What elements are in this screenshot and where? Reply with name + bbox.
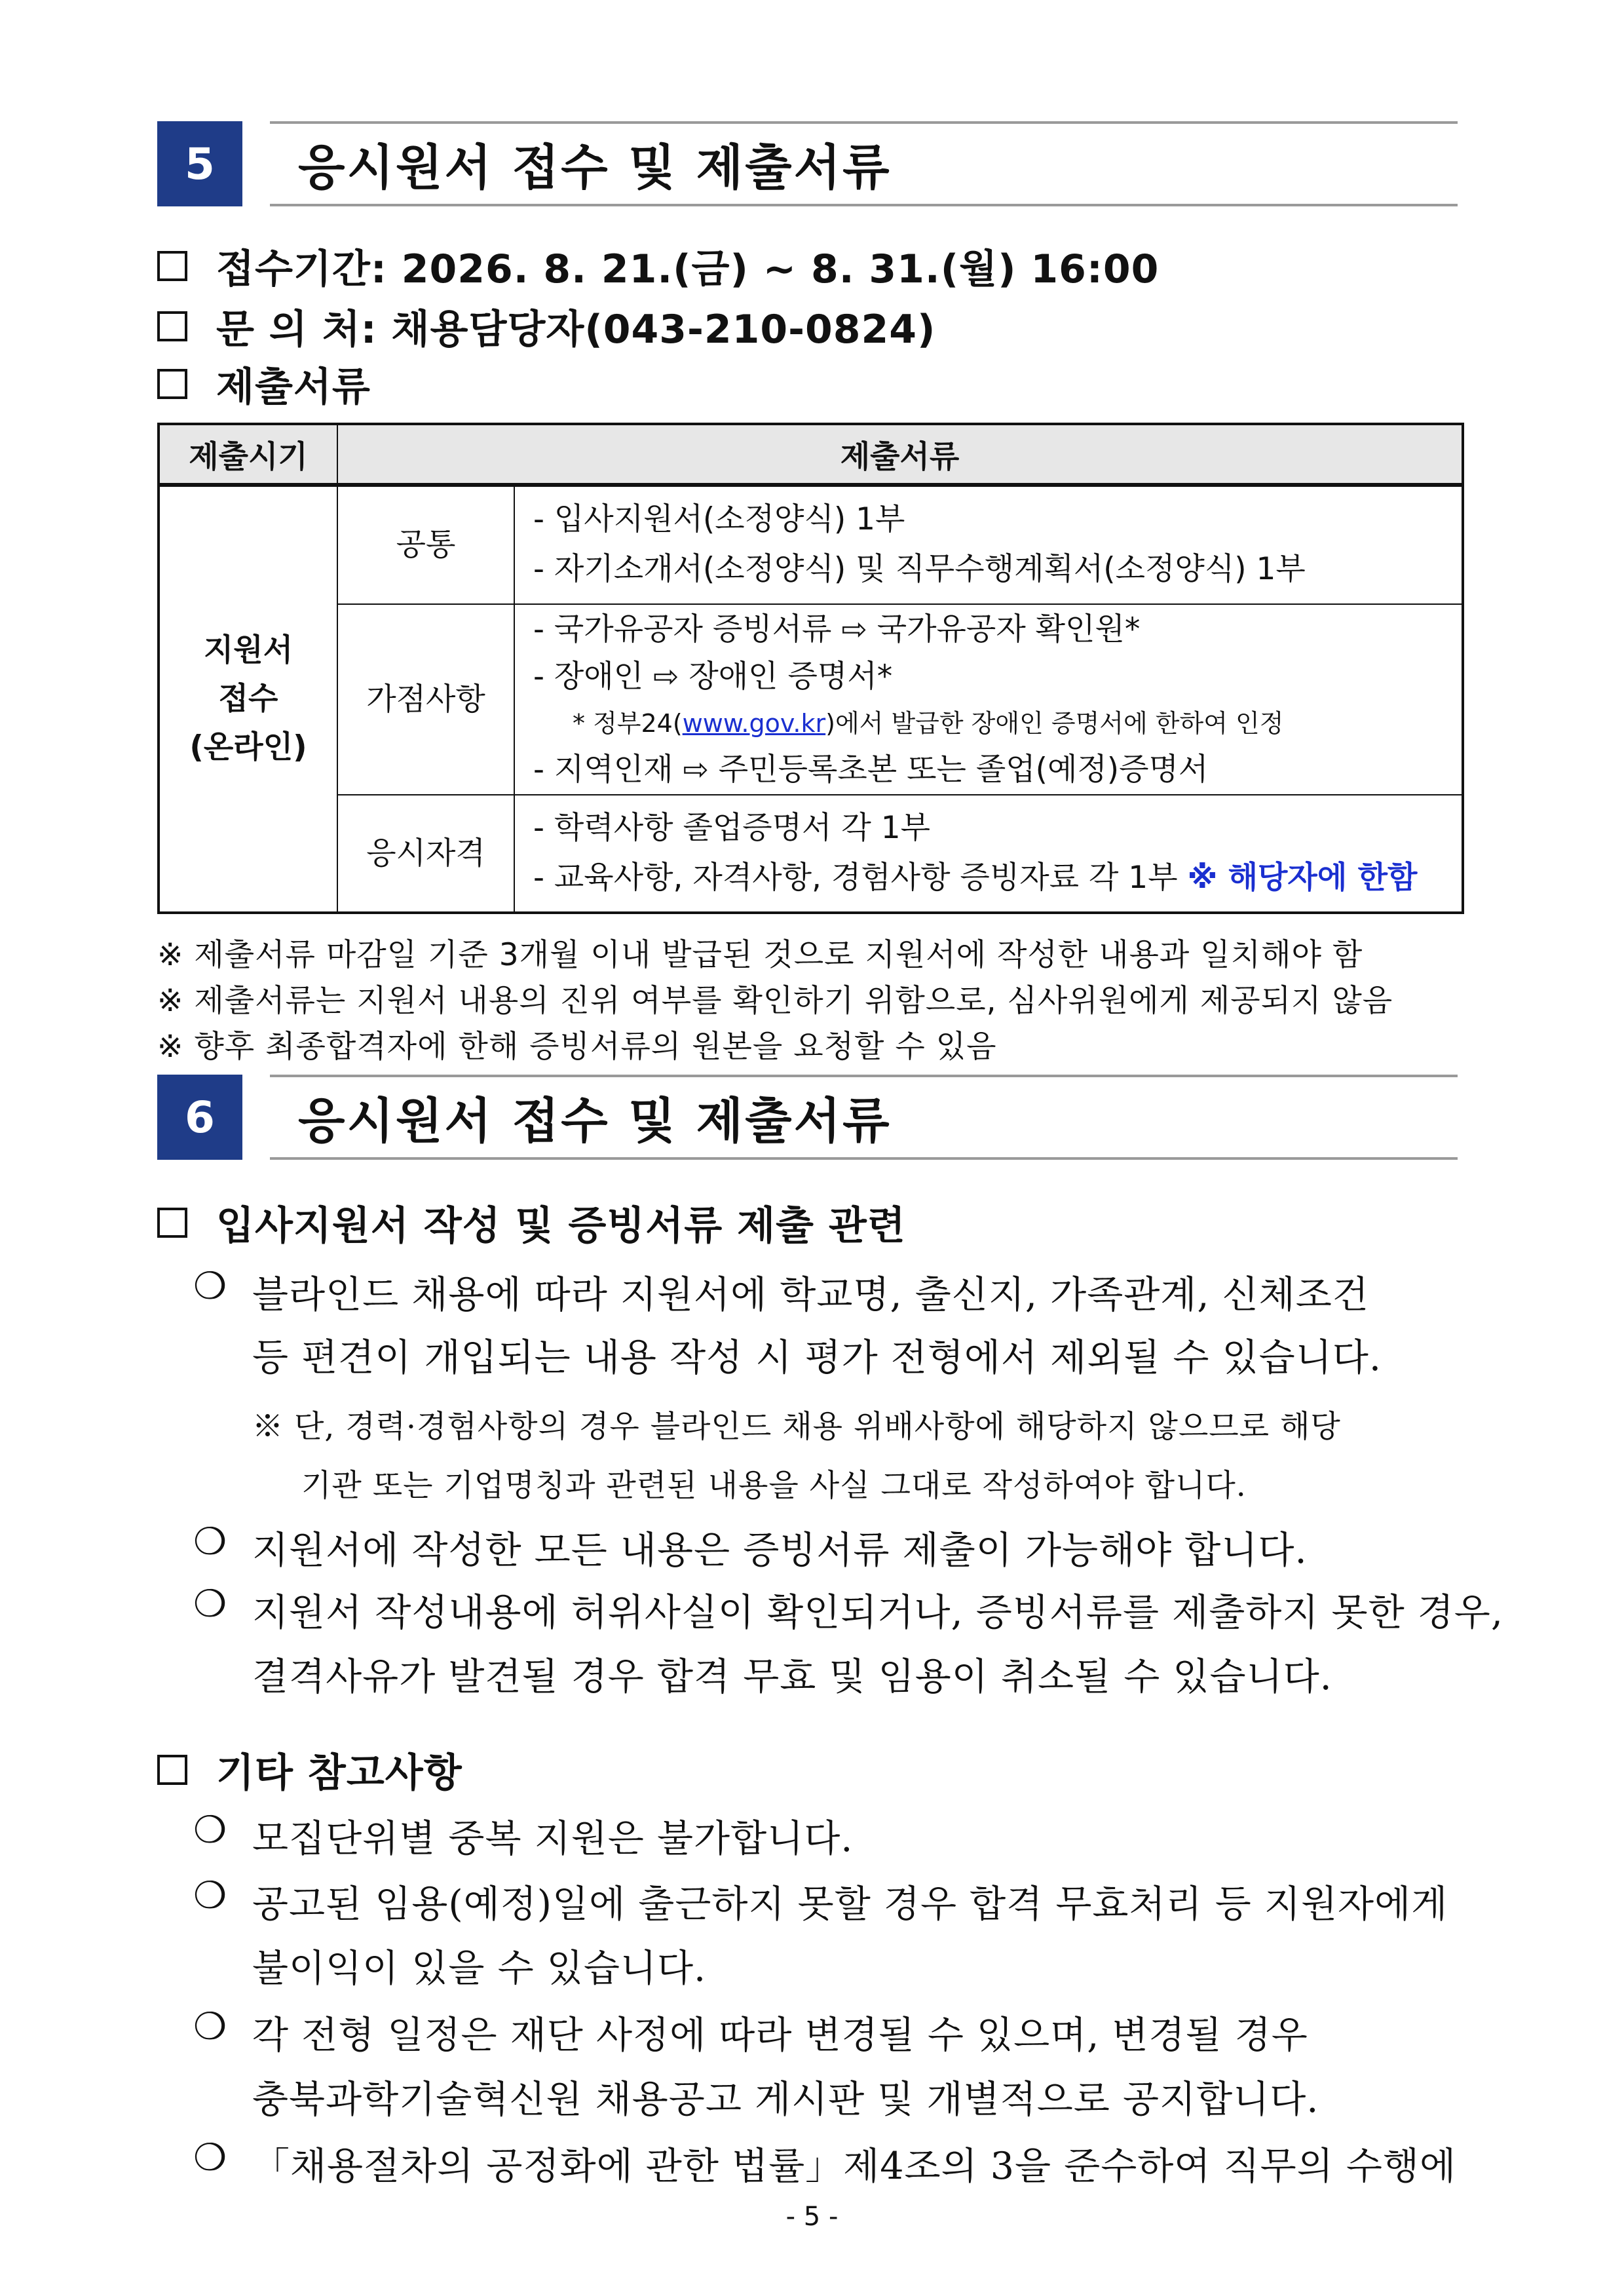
header-period: 제출시기	[189, 438, 308, 475]
qualification-doc-list	[533, 803, 1455, 903]
gov-link[interactable]: www.gov.kr	[682, 709, 826, 738]
bullet-paragraph: ❍ 각 전형 일정은 재단 사정에 따라 변경될 수 있으며, 변경될 경우 충북과학기술혁신원 채용공고 게시판 및 개별적으로 공지합니다.	[193, 2005, 1319, 2121]
application-period: 접수기간: 2026. 8. 21.(금) ~ 8. 31.(월) 16:00	[157, 239, 1159, 293]
subsection-heading: 기타 참고사항	[157, 1743, 463, 1797]
section-number: 6	[157, 1075, 242, 1160]
checkbox-icon	[157, 251, 187, 281]
section-title: 응시원서 접수 및 제출서류	[298, 140, 892, 196]
bullet-paragraph: ❍ 지원서 작성내용에 허위사실이 확인되거나, 증빙서류를 제출하지 못한 경우, 결격사유가 발견될 경우 합격 무효 및 임용이 취소될 수 있습니다.	[193, 1582, 1503, 1698]
subsection-heading: 입사지원서 작성 및 증빙서류 제출 관련	[157, 1196, 906, 1250]
table-header	[160, 425, 1462, 487]
contact-info: 문 의 처: 채용담당자(043-210-0824)	[157, 299, 935, 353]
bullet-paragraph: ❍ 지원서에 작성한 모든 내용은 증빙서류 제출이 가능해야 합니다.	[193, 1520, 1308, 1572]
note-line: ※ 제출서류는 지원서 내용의 진위 여부를 확인하기 위함으로, 심사위원에게 제공되지 않음	[157, 983, 1393, 1019]
category-qualification: 응시자격	[366, 835, 485, 871]
bullet-circle-icon: ❍	[193, 1808, 227, 1852]
bullet-paragraph: ❍ 블라인드 채용에 따라 지원서에 학교명, 출신지, 가족관계, 신체조건 등 편견이 개입되는 내용 작성 시 평가 전형에서 제외될 수 있습니다.	[193, 1265, 1382, 1379]
documents-table	[157, 423, 1464, 914]
bonus-doc-list	[533, 606, 1455, 794]
bullet-circle-icon: ❍	[193, 1520, 227, 1563]
sub-note: ※ 단, 경력·경험사항의 경우 블라인드 채용 위배사항에 해당하지 않으므로 해당	[252, 1409, 1341, 1445]
note-line: ※ 제출서류 마감일 기준 3개월 이내 발급된 것으로 지원서에 작성한 내용과 일치해야 함	[157, 937, 1363, 973]
category-common: 공통	[396, 527, 456, 563]
bullet-paragraph: ❍ 공고된 임용(예정)일에 출근하지 못할 경우 합격 무효처리 등 지원자에게 불이익이 있을 수 있습니다.	[193, 1874, 1448, 1990]
note-line: ※ 향후 최종합격자에 한해 증빙서류의 원본을 요청할 수 있음	[157, 1029, 997, 1065]
common-doc-list	[533, 495, 1455, 594]
section-title: 응시원서 접수 및 제출서류	[298, 1093, 892, 1149]
category-bonus: 가점사항	[366, 681, 485, 718]
section-number: 5	[157, 121, 242, 206]
list-item: - 입사지원서(소정양식) 1부	[533, 501, 905, 537]
page-number: - 5 -	[785, 2202, 839, 2232]
section-6-header	[157, 1075, 1458, 1160]
checkbox-icon	[157, 1208, 187, 1238]
sub-note: 기관 또는 기업명칭과 관련된 내용을 사실 그대로 작성하여야 합니다.	[301, 1468, 1247, 1504]
list-item: - 지역인재 ⇨ 주민등록초본 또는 졸업(예정)증명서	[533, 752, 1209, 788]
bullet-circle-icon: ❍	[193, 2005, 227, 2048]
list-item: - 학력사항 졸업증명서 각 1부	[533, 810, 931, 846]
section-5-header	[157, 121, 1458, 206]
header-rule-bottom	[270, 204, 1458, 206]
period-cell: 지원서 접수 (온라인)	[189, 632, 307, 765]
bullet-circle-icon: ❍	[193, 1582, 227, 1626]
checkbox-icon	[157, 369, 187, 399]
list-item: - 국가유공자 증빙서류 ⇨ 국가유공자 확인원*	[533, 611, 1141, 647]
bullet-circle-icon: ❍	[193, 1874, 227, 1917]
list-item: - 자기소개서(소정양식) 및 직무수행계획서(소정양식) 1부	[533, 551, 1306, 587]
list-note: * 정부24(www.gov.kr)에서 발급한 장애인 증명서에 한하여 인정	[573, 709, 1284, 738]
bullet-circle-icon: ❍	[193, 2136, 227, 2179]
highlight-note: ※ 해당자에 한함	[1187, 860, 1418, 896]
checkbox-icon	[157, 311, 187, 341]
checkbox-icon	[157, 1755, 187, 1785]
column-divider	[514, 487, 515, 911]
header-documents: 제출서류	[840, 438, 960, 475]
bullet-paragraph: ❍ 모집단위별 중복 지원은 불가합니다.	[193, 1808, 854, 1860]
list-item: - 교육사항, 자격사항, 경험사항 증빙자료 각 1부 ※ 해당자에 한함	[533, 860, 1418, 896]
docs-heading: 제출서류	[157, 357, 371, 411]
list-item: - 장애인 ⇨ 장애인 증명서*	[533, 659, 893, 695]
bullet-paragraph: ❍ 「채용절차의 공정화에 관한 법률」제4조의 3을 준수하여 직무의 수행에	[193, 2136, 1457, 2188]
header-rule-bottom	[270, 1157, 1458, 1160]
bullet-circle-icon: ❍	[193, 1265, 227, 1308]
